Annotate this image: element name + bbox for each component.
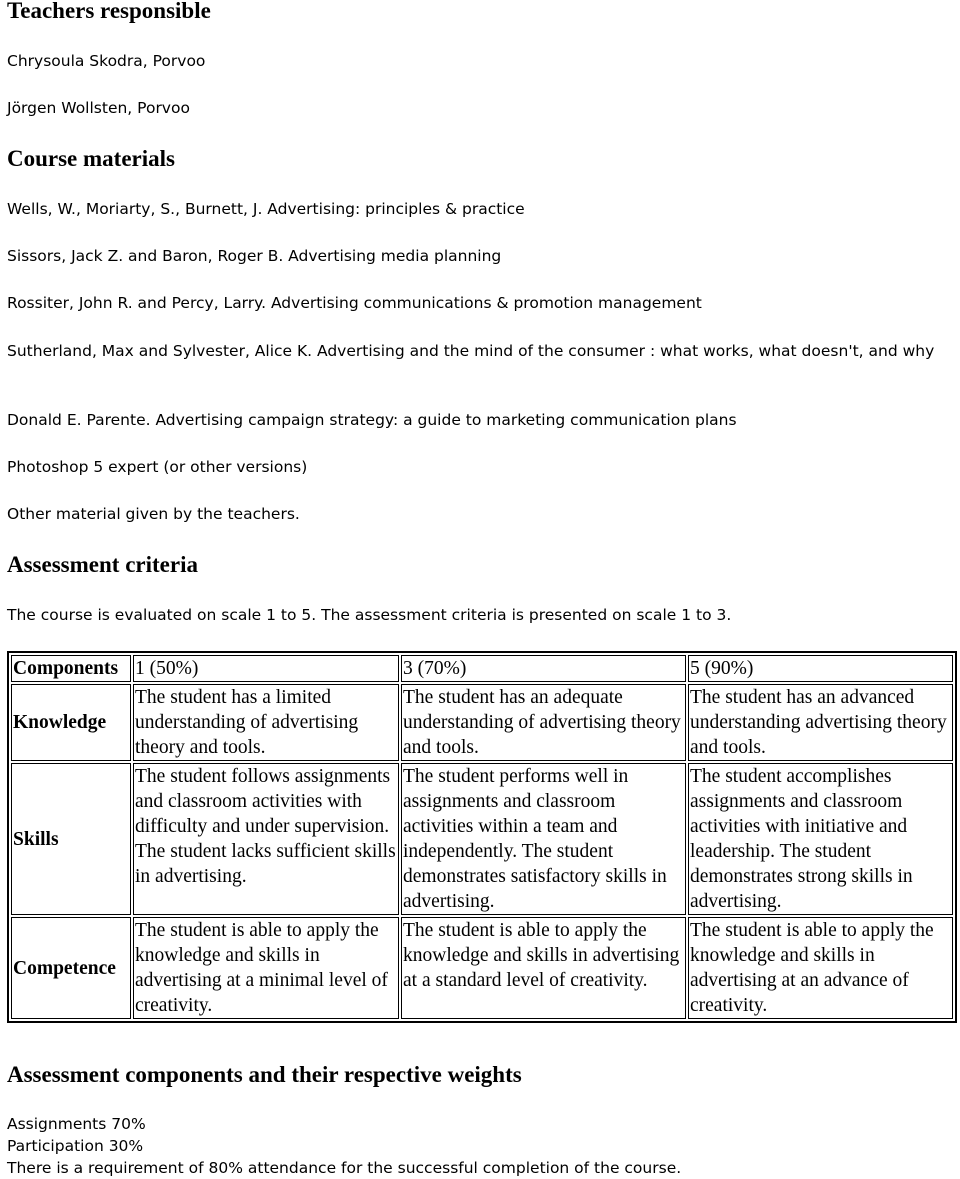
component-label: Skills: [11, 763, 131, 915]
assessment-weights-heading: Assessment components and their respective weights: [7, 1062, 522, 1087]
criteria-cell: The student is able to apply the knowledge and skills in advertising at a minimal level of creativity.: [133, 917, 399, 1019]
criteria-cell: The student accomplishes assignments and classroom activities with initiative and leadership. The student demonstrates strong skills in advertising.: [688, 763, 953, 915]
criteria-cell: The student is able to apply the knowledge and skills in advertising at an advance of creativity.: [688, 917, 953, 1019]
course-materials-heading: Course materials: [7, 146, 175, 171]
header-grade-5: 5 (90%): [688, 655, 953, 682]
scale-note: The course is evaluated on scale 1 to 5. The assessment criteria is presented on scale 1 to 3.: [7, 606, 732, 624]
teacher-name: Chrysoula Skodra, Porvoo: [7, 52, 206, 70]
weights-list: [7, 1113, 681, 1179]
material-item: Rossiter, John R. and Percy, Larry. Advertising communications & promotion management: [7, 294, 702, 312]
header-grade-3: 3 (70%): [401, 655, 686, 682]
material-item: Other material given by the teachers.: [7, 505, 300, 523]
table-header-row: [11, 655, 953, 682]
criteria-cell: The student performs well in assignments and classroom activities within a team and independently. The student demonstrates satisfactory skills in advertising.: [401, 763, 686, 915]
criteria-cell: The student has a limited understanding of advertising theory and tools.: [133, 684, 399, 761]
material-item: Wells, W., Moriarty, S., Burnett, J. Advertising: principles & practice: [7, 200, 525, 218]
teacher-name: Jörgen Wollsten, Porvoo: [7, 99, 190, 117]
criteria-cell: The student has an advanced understanding advertising theory and tools.: [688, 684, 953, 761]
assessment-criteria-heading: Assessment criteria: [7, 552, 198, 577]
header-components: Components: [11, 655, 131, 682]
weight-line: Participation 30%: [7, 1137, 144, 1155]
criteria-cell: The student follows assignments and classroom activities with difficulty and under supervision. The student lacks sufficient skills in advertising.: [133, 763, 399, 915]
header-grade-1: 1 (50%): [133, 655, 399, 682]
material-item: Donald E. Parente. Advertising campaign strategy: a guide to marketing communication plans: [7, 411, 737, 429]
assessment-criteria-table: [7, 651, 957, 1023]
table-row-skills: [11, 763, 953, 915]
criteria-cell: The student is able to apply the knowledge and skills in advertising at a standard level of creativity.: [401, 917, 686, 1019]
material-item: Photoshop 5 expert (or other versions): [7, 458, 308, 476]
material-item: Sissors, Jack Z. and Baron, Roger B. Advertising media planning: [7, 247, 502, 265]
teachers-heading: Teachers responsible: [7, 0, 211, 23]
table-row-competence: [11, 917, 953, 1019]
weight-line: Assignments 70%: [7, 1115, 146, 1133]
criteria-cell: The student has an adequate understanding of advertising theory and tools.: [401, 684, 686, 761]
attendance-requirement: There is a requirement of 80% attendance for the successful completion of the course.: [7, 1159, 682, 1177]
component-label: Knowledge: [11, 684, 131, 761]
material-item: Sutherland, Max and Sylvester, Alice K. Advertising and the mind of the consumer : what works, what doesn't, and why: [7, 342, 935, 360]
component-label: Competence: [11, 917, 131, 1019]
table-row-knowledge: [11, 684, 953, 761]
